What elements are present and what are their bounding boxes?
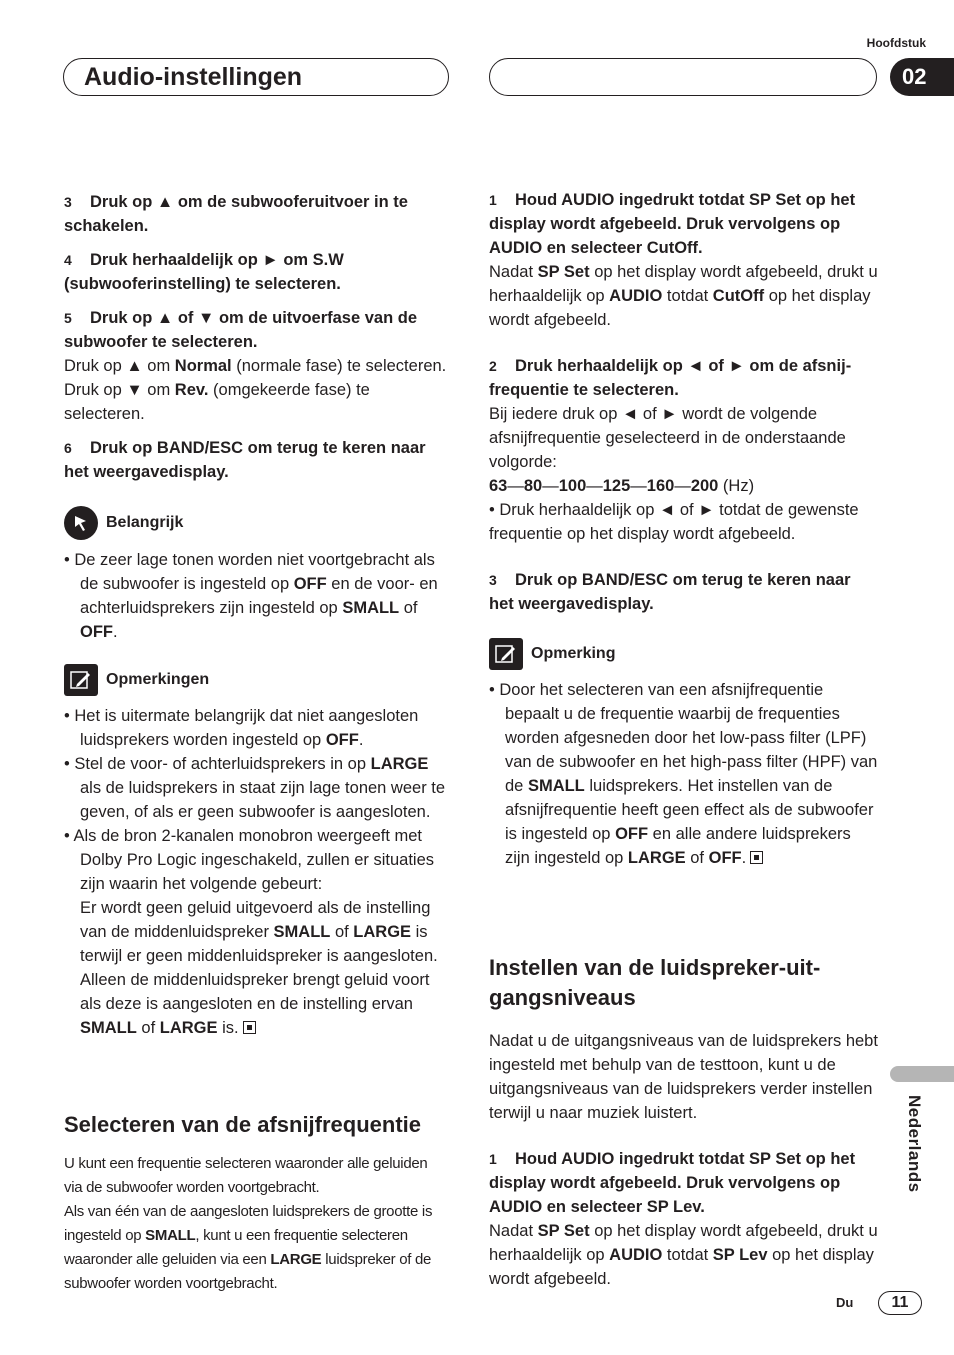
end-mark-icon: [750, 851, 763, 864]
left-arrow-icon: ◄: [622, 405, 639, 423]
step-3: 3 Druk op ▲ om de subwooferuitvoer in te schakelen.: [64, 193, 408, 235]
notes-heading: Opmerkingen: [64, 664, 448, 696]
down-arrow-icon: ▼: [198, 309, 215, 327]
right-arrow-icon: ►: [262, 251, 279, 269]
right-column: [489, 188, 879, 870]
step-5: 5 Druk op ▲ of ▼ om de uitvoerfase van de subwoofer te selecteren.: [64, 309, 418, 351]
note-item-3: • Als de bron 2-kanalen monobron weergeeft met Dolby Pro Logic ingeschakeld, zullen er situaties zijn waarin het volgende gebeurt:: [64, 827, 435, 893]
left-column: [64, 190, 448, 1040]
chapter-title-box: [63, 58, 449, 96]
up-arrow-icon: ▲: [156, 309, 174, 327]
note-item: • Door het selecteren van een afsnijfrequentie bepaalt u de frequentie waarbij de frequenties worden afgesneden door het low-pass filter (LPF) van de subwoofer en het high-pass filter (HPF) van de SMALL luidsprekers. Het instellen van de afsnijfrequentie heeft geen effect als de subwoofer is ingesteld op OFF en alle andere luidsprekers zijn ingesteld op LARGE of OFF.: [489, 681, 878, 867]
end-mark-icon: [243, 1021, 256, 1034]
note-heading: Opmerking: [489, 638, 879, 670]
left-section: [64, 1110, 448, 1296]
section-heading-levels: Instellen van de luidspreker-uitgangsniveaus: [489, 955, 821, 1010]
step-4: 4 Druk herhaaldelijk op ► om S.W (subwooferinstelling) te selecteren.: [64, 251, 344, 293]
language-code: Du: [836, 1295, 854, 1310]
note-pencil-icon: [64, 664, 98, 696]
language-text: Nederlands: [905, 1095, 924, 1193]
page-number: 11: [878, 1291, 922, 1315]
page-title: Audio-instellingen: [84, 63, 303, 91]
up-arrow-icon: ▲: [156, 193, 174, 211]
section-cutoff-p2: Als van één van de aangesloten luidsprekers de grootte is ingesteld op SMALL, kunt u een frequentie selecteren waaronder alle geluiden via een LARGE luidspreker of de subwoofer worden voortgebracht.: [64, 1203, 433, 1292]
left-arrow-icon: ◄: [658, 501, 676, 519]
step-5-body: Druk op ▲ om Normal (normale fase) te selecteren. Druk op ▼ om Rev. (omgekeerde fase) te selecteren.: [64, 357, 447, 423]
section-label: Hoofdstuk: [866, 36, 926, 50]
important-icon: [64, 506, 98, 540]
up-arrow-icon: ▲: [126, 357, 143, 375]
section-cutoff-p1: U kunt een frequentie selecteren waaronder alle geluiden via de subwoofer worden voortgebracht.: [64, 1155, 428, 1196]
note-item-1: • Het is uitermate belangrijk dat niet aangesloten luidsprekers worden ingesteld op OFF.: [64, 707, 419, 749]
empty-title-box: [489, 58, 877, 96]
chapter-number: 02: [890, 58, 954, 96]
right-arrow-icon: ►: [698, 501, 715, 519]
down-arrow-icon: ▼: [126, 381, 143, 399]
right-section: [489, 953, 879, 1291]
right-arrow-icon: ►: [728, 357, 745, 375]
right-step-1b-body: Nadat SP Set op het display wordt afgebeeld, drukt u herhaaldelijk op AUDIO totdat SP Lev op het display wordt afgebeeld.: [489, 1222, 878, 1288]
right-arrow-icon: ►: [661, 405, 678, 423]
section-levels-p1: Nadat u de uitgangsniveaus van de luidsprekers hebt ingesteld met behulp van de testtoon, kunt u de uitgangsniveaus van de luidsprekers verder instellen terwijl u naar muziek luistert.: [489, 1032, 878, 1122]
note-item-2: • Stel de voor- of achterluidsprekers in op LARGE als de luidsprekers in staat zijn lage tonen weer te geven, of als er geen subwoofer is aangesloten.: [64, 755, 446, 821]
step-6: 6 Druk op BAND/ESC om terug te keren naar het weergavedisplay.: [64, 439, 426, 481]
right-step-1-body: Nadat SP Set op het display wordt afgebeeld, drukt u herhaaldelijk op AUDIO totdat CutOff op het display wordt afgebeeld.: [489, 263, 878, 329]
side-language-label: [896, 1095, 930, 1225]
section-heading-cutoff: Selecteren van de afsnijfrequentie: [64, 1112, 422, 1137]
right-step-2-body: Bij iedere druk op ◄ of ► wordt de volgende afsnijfrequentie geselecteerd in de onderstaande volgorde:: [489, 405, 846, 471]
right-step-3: 3 Druk op BAND/ESC om terug te keren naar het weergavedisplay.: [489, 571, 851, 613]
right-step-1: 1 Houd AUDIO ingedrukt totdat SP Set op het display wordt afgebeeld. Druk vervolgens op AUDIO en selecteer CutOff.: [489, 191, 856, 257]
important-heading: Belangrijk: [64, 506, 448, 540]
right-step-1b: 1 Houd AUDIO ingedrukt totdat SP Set op het display wordt afgebeeld. Druk vervolgens op AUDIO en selecteer SP Lev.: [489, 1150, 856, 1216]
left-arrow-icon: ◄: [687, 357, 704, 375]
important-text: • De zeer lage tonen worden niet voortgebracht als de subwoofer is ingesteld op OFF en de voor- en achterluidsprekers zijn ingesteld op SMALL of OFF.: [64, 551, 438, 641]
note-pencil-icon: [489, 638, 523, 670]
right-step-2: 2 Druk herhaaldelijk op ◄ of ► om de afsnijfrequentie te selecteren.: [489, 357, 852, 399]
note-item-3-cont-1: Er wordt geen geluid uitgevoerd als de instelling van de middenluidspreker SMALL of LARGE is terwijl er geen middenluidspreker is aangesloten.: [80, 899, 438, 965]
side-tab-marker: [890, 1066, 954, 1082]
frequency-sequence: 63—80—100—125—160—200 (Hz): [489, 477, 755, 495]
right-step-2-bullet: • Druk herhaaldelijk op ◄ of ► totdat de gewenste frequentie op het display wordt afgebeeld.: [489, 501, 859, 543]
note-item-3-cont-2: Alleen de middenluidspreker brengt geluid voort als deze is aangesloten en de instelling ervan SMALL of LARGE is.: [80, 971, 430, 1037]
